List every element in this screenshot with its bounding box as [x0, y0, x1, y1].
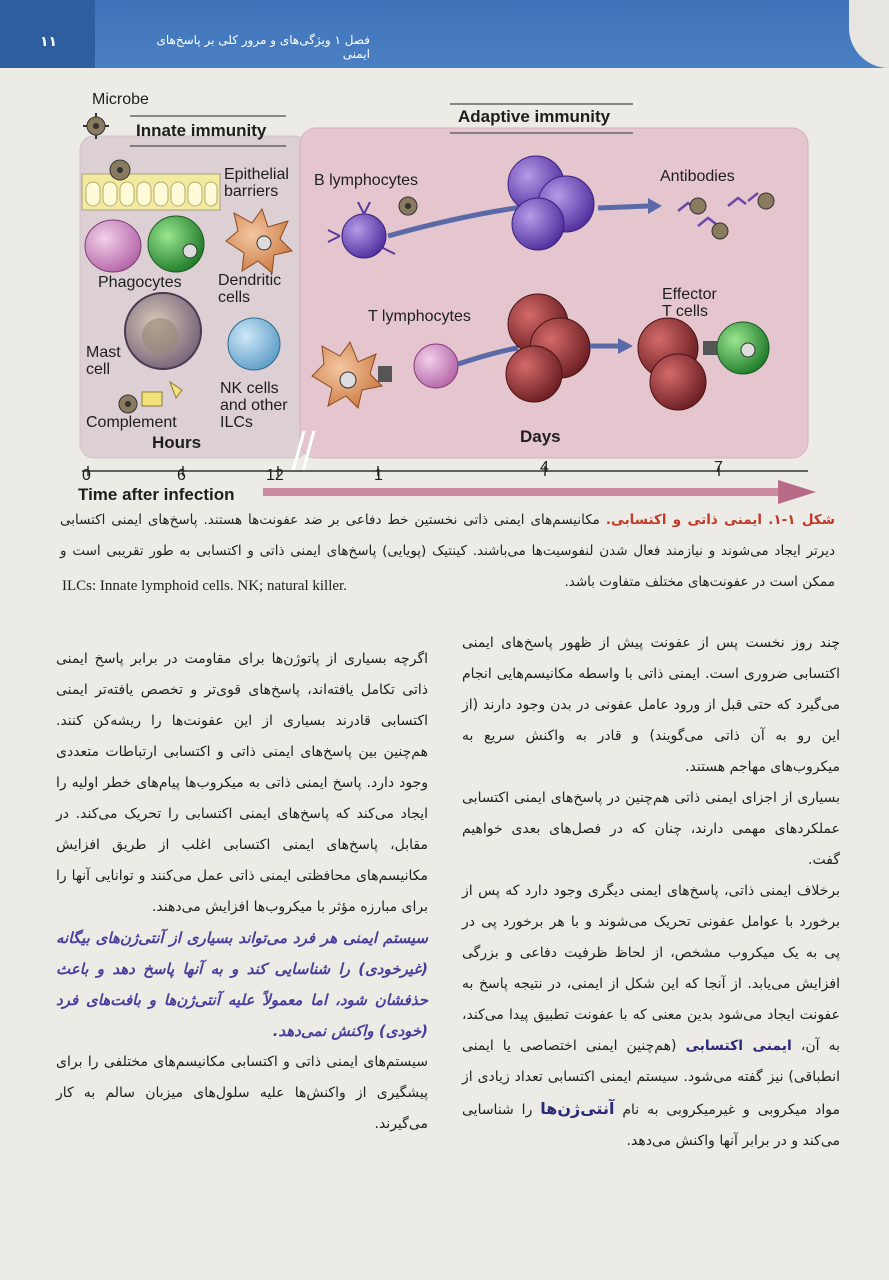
- page-header: [0, 0, 889, 68]
- term-antigens: آنتی‌ژن‌ها: [540, 1099, 615, 1118]
- phagocyte-2: [148, 216, 204, 272]
- term-adaptive-immunity: ایمنی اکتسابی: [685, 1038, 792, 1054]
- time-arrow: [263, 488, 783, 496]
- antibodies-label: Antibodies: [660, 168, 735, 185]
- caption-body: مکانیسم‌های ایمنی ذاتی نخستین خط دفاعی بر ضد عفونت‌ها هستند. پاسخ‌های ایمنی اکتسابی دیرتر ایجاد می‌شوند و نیازمند فعال شدن لنفوسیت‌ها می‌باشند. کینتیک (پویایی) پاسخ‌های ایمنی ذاتی و اکتسابی به طور تقریبی است و ممکن است در عفونت‌های مختلف متفاوت باشد.: [60, 512, 835, 590]
- microbe-label: Microbe: [92, 91, 149, 108]
- tick-6: 6: [177, 467, 186, 484]
- phagocytes-label: Phagocytes: [98, 274, 182, 291]
- t-lymphocyte: [414, 344, 458, 388]
- t-lymphocytes-label: T lymphocytes: [368, 308, 471, 325]
- tick-1: 1: [374, 467, 383, 484]
- effector-label: Effector T cells: [662, 286, 717, 320]
- epithelial-label: Epithelial barriers: [224, 166, 289, 200]
- b-lymphocyte: [342, 214, 386, 258]
- b-lymphocytes-label: B lymphocytes: [314, 172, 419, 189]
- caption-title: شکل ۱-۱. ایمنی ذاتی و اکتسابی.: [605, 512, 835, 528]
- right-column: [462, 628, 840, 1157]
- adaptive-title: Adaptive immunity: [458, 107, 611, 126]
- immunity-figure: [78, 86, 818, 506]
- nk-cell: [228, 318, 280, 370]
- right-paragraph-3: برخلاف ایمنی ذاتی، پاسخ‌های ایمنی دیگری وجود دارد که پس از برخورد با عوامل عفونی تحریک می‌شوند و با هر برخورد پی در پی به یک میکروب مشخص، از لحاظ ظرفیت دفاعی و بزرگی افزایش می‌یابد. از آنجا که این شکل از ایمنی، در نتیجه پاسخ به عفونت ایجاد می‌شود بدین معنی که با عفونت تطبیق پیدا می‌کند، به آن، ایمنی اکتسابی (هم‌چنین ایمنی اختصاصی یا ایمنی انطباقی) نیز گفته می‌شود. سیستم ایمنی اکتسابی تعداد زیادی از مواد میکروبی و غیرمیکروبی به نام آنتی‌ژن‌ها را شناسایی می‌کند و در برابر آنها واکنش می‌دهد.: [462, 883, 840, 1149]
- chapter-title: فصل ۱ ویژگی‌های و مرور کلی بر پاسخ‌های ایمنی: [156, 33, 370, 61]
- microbe-icon: [83, 113, 109, 139]
- mast-cell-label: Mast cell: [86, 344, 121, 378]
- dendritic-label: Dendritic cells: [218, 272, 282, 306]
- left-column: [56, 644, 428, 1140]
- tick-4: 4: [540, 459, 549, 476]
- right-paragraph-2: بسیاری از اجزای ایمنی ذاتی هم‌چنین در پاسخ‌های ایمنی اکتسابی عملکردهای مهمی دارند، چنان که در فصل‌های بعدی خواهیم گفت.: [462, 790, 840, 868]
- tick-0: 0: [82, 467, 91, 484]
- left-paragraph-3: سیستم‌های ایمنی ذاتی و اکتسابی مکانیسم‌های مختلفی را برای پیشگیری از واکنش‌ها علیه سلول‌های میزبان سالم به کار می‌گیرند.: [56, 1054, 428, 1132]
- time-axis-label: Time after infection: [78, 485, 235, 504]
- left-paragraph-1: اگرچه بسیاری از پاتوژن‌ها برای مقاومت در برابر پاسخ ایمنی ذاتی تکامل یافته‌اند، پاسخ‌های قوی‌تر و تخصص یافته‌تر ایمنی اکتسابی قادرند بسیاری از این عفونت‌ها را ریشه‌کن کنند. هم‌چنین بین پاسخ‌های ایمنی ذاتی و اکتسابی ارتباطات متعددی وجود دارد. پاسخ ایمنی ذاتی به میکروب‌ها پیام‌های خطر اولیه را ایجاد می‌کند که پاسخ‌های ایمنی اکتسابی را تحریک می‌کند. در مقابل، پاسخ‌های ایمنی اکتسابی اغلب از طریق افزایش مکانیسم‌های محافظتی ایمنی ذاتی عمل می‌کنند و توانایی آنها را برای مبارزه مؤثر با میکروب‌ها افزایش می‌دهند.: [56, 651, 428, 915]
- tick-7: 7: [714, 459, 723, 476]
- right-paragraph-1: چند روز نخست پس از عفونت پیش از ظهور پاسخ‌های ایمنی اکتسابی ضروری است. ایمنی ذاتی با واسطه مکانیسم‌هایی انجام می‌گیرد که حتی قبل از ورود عامل عفونی در بدن وجود دارند (از این رو به آن ذاتی می‌گویند) و قادر به واکنش سریع به میکروب‌های مهاجم هستند.: [462, 635, 840, 775]
- caption-english: ILCs: Innate lymphoid cells. NK; natural killer.: [62, 578, 347, 594]
- phagocyte-1: [85, 220, 141, 272]
- page-edge: [849, 0, 889, 68]
- nk-label: NK cells and other ILCs: [220, 380, 288, 431]
- tick-12: 12: [266, 467, 284, 484]
- page-number: ۱۱: [40, 34, 58, 50]
- innate-title: Innate immunity: [136, 121, 267, 140]
- complement-label: Complement: [86, 414, 177, 431]
- days-label: Days: [520, 427, 561, 446]
- left-highlight-paragraph: سیستم ایمنی هر فرد می‌تواند بسیاری از آنتی‌ژن‌های بیگانه (غیرخودی) را شناسایی کند و به آنها پاسخ دهد و باعث حذفشان شود، اما معمولاً علیه آنتی‌ژن‌ها و بافت‌های فرد (خودی) واکنش نمی‌دهد.: [56, 929, 428, 1040]
- hours-label: Hours: [152, 433, 202, 452]
